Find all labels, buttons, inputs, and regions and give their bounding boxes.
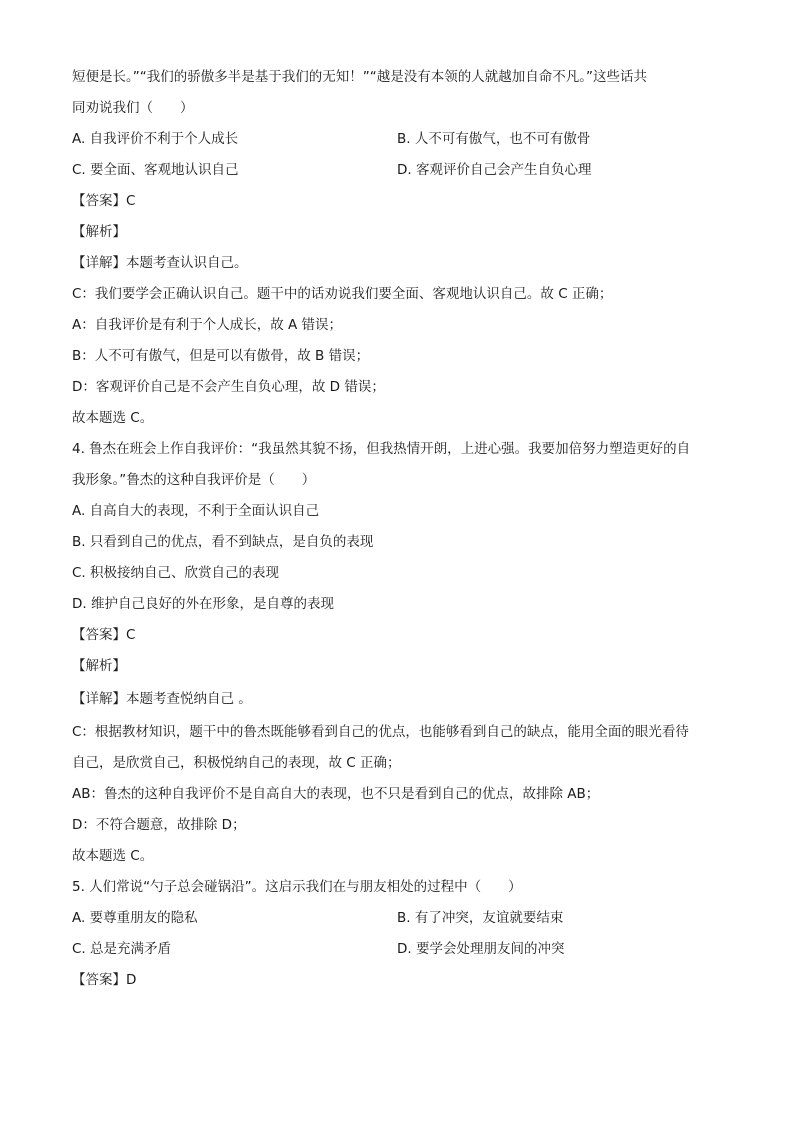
q4-explain-c-line-1: C：根据教材知识，题干中的鲁杰既能够看到自己的优点，也能够看到自己的缺点，能用全面的眼光看待: [72, 724, 689, 740]
q3-final: 故本题选 C。: [72, 410, 154, 426]
q3-stem-line-1: 短便是长。”“我们的骄傲多半是基于我们的无知！”“越是没有本领的人就越加自命不凡。”这些话共: [72, 69, 647, 85]
q5-option-a: A. 要尊重朋友的隐私: [72, 910, 198, 926]
q3-answer: 【答案】C: [72, 193, 136, 209]
q4-stem-line-1: 4. 鲁杰在班会上作自我评价：“我虽然其貌不扬，但我热情开朗，上进心强。我要加倍努力塑造更好的自: [72, 441, 691, 457]
q3-option-a: A. 自我评价不利于个人成长: [72, 131, 239, 147]
q5-option-c: C. 总是充满矛盾: [72, 941, 172, 957]
document-page: [72, 62, 732, 996]
q4-explain-ab: AB：鲁杰的这种自我评价不是自高自大的表现，也不只是看到自己的优点，故排除 AB；: [72, 786, 600, 802]
q4-option-a: A. 自高自大的表现，不利于全面认识自己: [72, 503, 320, 519]
q4-option-c: C. 积极接纳自己、欣赏自己的表现: [72, 565, 280, 581]
q3-detail: 【详解】本题考查认识自己。: [72, 255, 248, 271]
q3-stem-line-2: 同劝说我们（ ）: [72, 100, 194, 116]
q3-analysis-label: 【解析】: [72, 224, 126, 240]
q4-option-b: B. 只看到自己的优点，看不到缺点，是自负的表现: [72, 534, 374, 550]
q3-options-row-2: [72, 155, 732, 186]
q4-answer: 【答案】C: [72, 627, 136, 643]
q3-option-c: C. 要全面、客观地认识自己: [72, 162, 239, 178]
q4-detail: 【详解】本题考查悦纳自己 。: [72, 691, 252, 707]
q3-explain-c: C：我们要学会正确认识自己。题干中的话劝说我们要全面、客观地认识自己。故 C 正确；: [72, 286, 613, 302]
q5-option-d: D. 要学会处理朋友间的冲突: [397, 941, 565, 957]
q3-option-b: B. 人不可有傲气，也不可有傲骨: [397, 131, 591, 147]
q5-options-row-1: [72, 903, 732, 934]
q5-stem: 5. 人们常说“勺子总会碰锅沿”。这启示我们在与朋友相处的过程中（ ）: [72, 879, 522, 895]
q4-option-d: D. 维护自己良好的外在形象，是自尊的表现: [72, 596, 334, 612]
q3-options-row-1: [72, 124, 732, 155]
q4-final: 故本题选 C。: [72, 848, 154, 864]
q5-options-row-2: [72, 934, 732, 965]
q4-analysis-label: 【解析】: [72, 658, 126, 674]
q5-answer: 【答案】D: [72, 972, 137, 988]
q3-explain-b: B：人不可有傲气，但是可以有傲骨，故 B 错误；: [72, 348, 370, 364]
q5-option-b: B. 有了冲突，友谊就要结束: [397, 910, 564, 926]
q4-explain-c-line-2: 自己，是欣赏自己，积极悦纳自己的表现，故 C 正确；: [72, 755, 401, 771]
q3-explain-a: A：自我评价是有利于个人成长，故 A 错误；: [72, 317, 343, 333]
q3-explain-d: D：客观评价自己是不会产生自负心理，故 D 错误；: [72, 379, 385, 395]
q4-explain-d: D：不符合题意，故排除 D；: [72, 817, 246, 833]
q4-stem-line-2: 我形象。”鲁杰的这种自我评价是（ ）: [72, 472, 316, 488]
q3-option-d: D. 客观评价自己会产生自负心理: [397, 162, 592, 178]
